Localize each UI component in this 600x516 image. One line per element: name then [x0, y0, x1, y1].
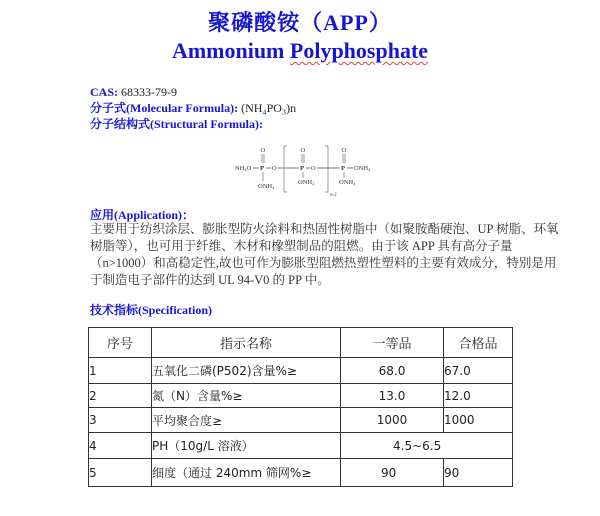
svg-text:P: P	[260, 165, 264, 172]
page-title-english	[0, 38, 600, 64]
specification-table	[88, 327, 513, 487]
svg-text:ONH₄: ONH₄	[258, 183, 275, 190]
table-row	[89, 408, 513, 433]
structural-formula-diagram	[232, 142, 392, 198]
col-header-qualified: 合格品	[444, 328, 513, 358]
cell-no: 5	[89, 459, 152, 487]
application-text: 主要用于纺织涂层、膨胀型防火涂料和热固性树脂中（如聚胺酯硬泡、UP 树脂、环氧树脂等），也可用于纤维、木材和橡塑制品的阻燃。由于该 APP 具有高分子量（n>1000）和高稳定性,故也可作为膨胀型阻燃热塑性塑料的主要有效成分，特别是用于制造电子部件的达到 UL 94-V0 的 PP 中。	[90, 222, 559, 287]
svg-text:O: O	[341, 147, 347, 154]
svg-text:O: O	[260, 147, 266, 154]
molecular-formula-label: 分子式(Molecular Formula):	[90, 101, 239, 115]
svg-text:O: O	[272, 165, 277, 172]
application-label: 应用(Application)：	[90, 208, 195, 222]
table-row	[89, 433, 513, 459]
svg-text:P: P	[300, 165, 304, 172]
cell-qualified: 12.0	[444, 384, 513, 408]
title-word-polyphosphate: Polyphosphate	[289, 38, 429, 63]
cell-no: 1	[89, 358, 152, 384]
cell-first: 13.0	[341, 384, 444, 408]
cell-name: 平均聚合度≥	[152, 408, 341, 433]
svg-text:O: O	[300, 147, 306, 154]
svg-text:O: O	[311, 165, 316, 172]
cell-first: 1000	[341, 408, 444, 433]
svg-text:ONH₄: ONH₄	[298, 179, 315, 186]
table-row	[89, 384, 513, 408]
molecular-formula-value: (NH₄PO₃)n	[241, 101, 297, 115]
nh4o-group: NH₄O	[235, 165, 252, 172]
svg-text:ONH₄: ONH₄	[354, 165, 371, 172]
table-row	[89, 358, 513, 384]
table-header-row	[89, 328, 513, 358]
structural-formula-line	[90, 116, 263, 132]
col-header-no: 序号	[89, 328, 152, 358]
structural-formula-label: 分子结构式(Structural Formula):	[90, 117, 263, 131]
page-title-chinese: 聚磷酸铵（APP）	[208, 10, 392, 35]
cell-name: 五氧化二磷(P502)含量%≥	[152, 358, 341, 384]
svg-text:n-2: n-2	[330, 193, 337, 198]
cell-first: 68.0	[341, 358, 444, 384]
cell-merged-value: 4.5~6.5	[341, 433, 513, 459]
cell-name: 细度（通过 240mm 筛网%≥	[152, 459, 341, 487]
right-bracket	[325, 146, 328, 192]
cell-no: 3	[89, 408, 152, 433]
col-header-first-grade: 一等品	[341, 328, 444, 358]
cell-first: 90	[341, 459, 444, 487]
left-bracket	[284, 146, 287, 192]
molecular-formula-line	[90, 100, 296, 116]
table-row	[89, 459, 513, 487]
cas-value: 68333-79-9	[121, 85, 178, 99]
cas-label: CAS:	[90, 85, 119, 99]
cell-qualified: 67.0	[444, 358, 513, 384]
svg-text:P: P	[341, 165, 345, 172]
col-header-name: 指示名称	[152, 328, 341, 358]
cell-name: PH（10g/L 溶液）	[152, 433, 341, 459]
cell-name: 氮（N）含量%≥	[152, 384, 341, 408]
specification-heading	[90, 302, 212, 318]
cell-no: 2	[89, 384, 152, 408]
cell-qualified: 1000	[444, 408, 513, 433]
title-word-ammonium: Ammonium	[171, 38, 285, 63]
cell-qualified: 90	[444, 459, 513, 487]
svg-text:ONH₄: ONH₄	[339, 179, 356, 186]
specification-label: 技术指标(Specification)	[90, 303, 212, 317]
cas-line	[90, 84, 177, 100]
cell-no: 4	[89, 433, 152, 459]
